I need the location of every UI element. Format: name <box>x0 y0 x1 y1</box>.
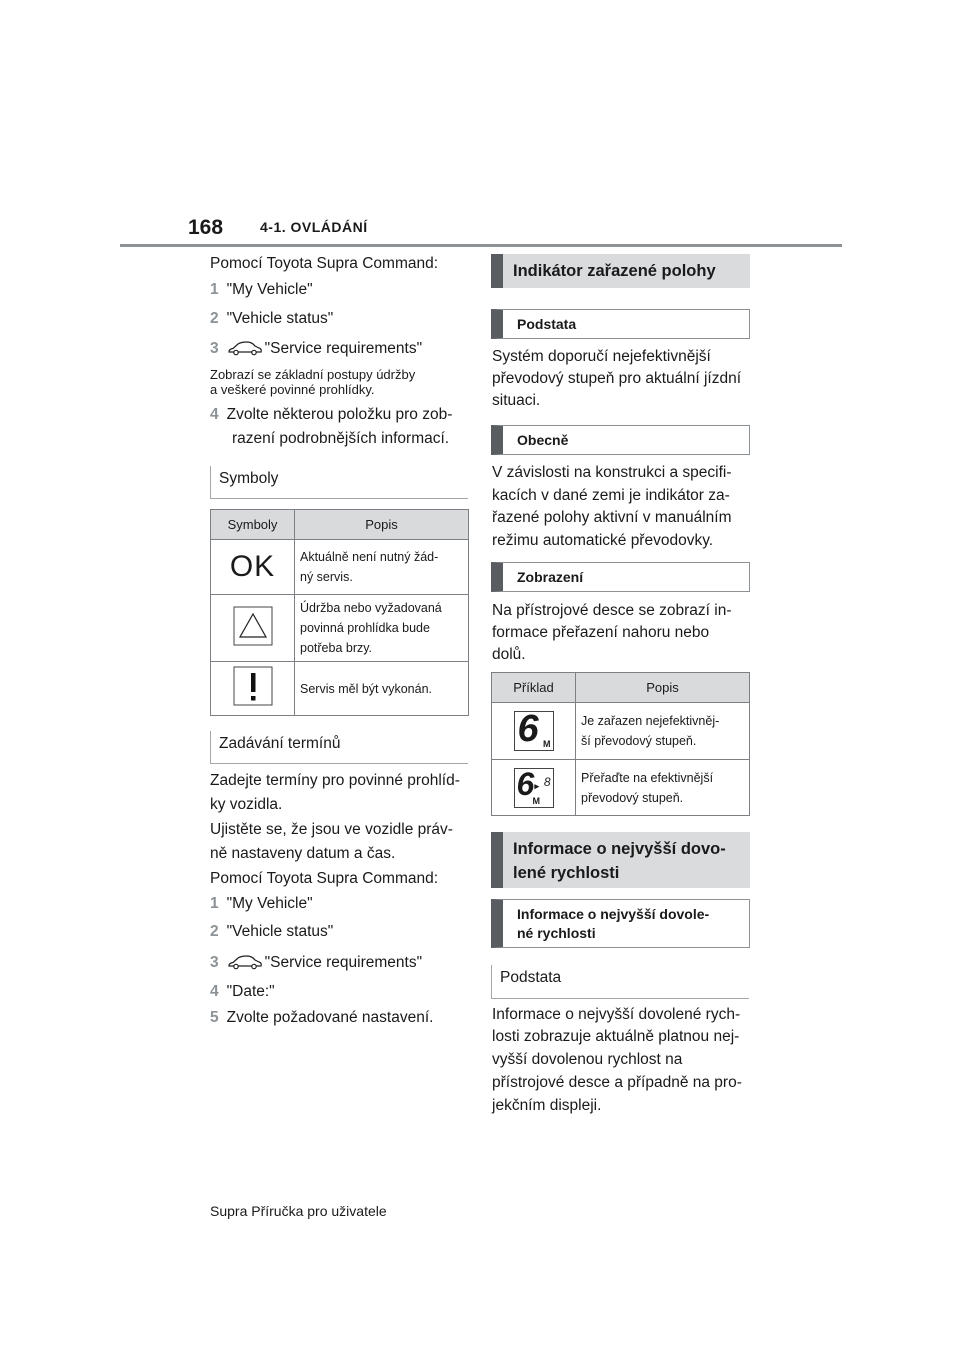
description-cell <box>295 595 469 662</box>
step-number: 3 <box>210 340 219 357</box>
principle-box: Podstata <box>491 309 750 339</box>
description-cell <box>295 662 469 716</box>
general-line-4: režimu automatické převodovky. <box>492 532 714 549</box>
footer-text: Supra Příručka pro uživatele <box>210 1203 387 1219</box>
car-icon <box>227 340 263 364</box>
step-b-3 <box>210 951 422 978</box>
description-line: Servis měl být vykonán. <box>300 681 432 696</box>
gear-digit: 6 <box>516 765 535 802</box>
dates-paragraph-1-line-2: ky vozidla. <box>210 796 283 813</box>
gear-display <box>514 708 554 751</box>
description-line: převodový stupeň. <box>581 790 684 805</box>
gear-indicator-heading: Indikátor zařazené polohy <box>491 254 750 288</box>
general-line-3: řazené polohy aktivní v manuálním <box>492 509 732 526</box>
step-a-2 <box>210 307 333 331</box>
upshift-arrow-icon: ▸ <box>534 780 540 791</box>
column-header: Symboly <box>211 510 295 540</box>
general-line-1: V závislosti na konstrukci a specifi- <box>492 464 732 481</box>
gear-mode: M <box>532 795 540 806</box>
table-row <box>211 595 469 662</box>
page-number: 168 <box>188 216 224 239</box>
step-a-3 <box>210 337 422 364</box>
dates-paragraph-1-line-1: Zadejte termíny pro povinné prohlíd- <box>210 772 460 789</box>
description-line: ný servis. <box>300 570 353 584</box>
general-box: Obecně <box>491 425 750 455</box>
step-number: 1 <box>210 281 219 298</box>
gear-display <box>514 765 554 808</box>
gear-6-manual-icon <box>492 703 576 760</box>
step-a-4 <box>210 403 452 427</box>
speed-line-5: jekčním displeji. <box>492 1097 602 1114</box>
principle-line-3: situaci. <box>492 392 541 409</box>
general-line-2: kacích v dané zemi je indikátor za- <box>492 487 730 504</box>
description-line: Údržba nebo vyžadovaná <box>300 601 442 615</box>
step-text: "Vehicle status" <box>226 923 334 940</box>
ok-icon-label: OK <box>229 550 276 583</box>
symbols-heading: Symboly <box>210 466 468 499</box>
warning-triangle-icon <box>211 595 295 662</box>
gear-table <box>491 672 750 816</box>
intro-text: Pomocí Toyota Supra Command: <box>210 255 439 272</box>
speed-heading-line-2: lené rychlosti <box>513 864 620 882</box>
column-header: Popis <box>295 510 469 540</box>
description-line: Přeřaďte na efektivnější <box>581 770 714 785</box>
principle-line-1: Systém doporučí nejefektivnější <box>492 348 711 365</box>
speed-line-1: Informace o nejvyšší dovolené rych- <box>492 1006 741 1023</box>
table-header-row <box>492 673 750 703</box>
step-number: 2 <box>210 923 219 940</box>
note-line-1: Zobrazí se základní postupy údržby <box>210 367 416 382</box>
step-text: Zvolte požadované nastavení. <box>226 1009 434 1026</box>
step-text: Zvolte některou položku pro zob- <box>226 406 453 423</box>
step-text: "My Vehicle" <box>226 895 313 912</box>
step-text: "My Vehicle" <box>226 281 313 298</box>
step-number: 4 <box>210 406 219 423</box>
step-text: "Date:" <box>226 983 275 1000</box>
speed-line-2: losti zobrazuje aktuálně platnou nej- <box>492 1028 740 1045</box>
description-line: ší převodový stupeň. <box>581 734 697 748</box>
description-cell <box>576 760 750 816</box>
step-text: "Service requirements" <box>264 954 423 971</box>
description-cell <box>576 703 750 760</box>
table-row <box>492 703 750 760</box>
step-number: 4 <box>210 983 219 1000</box>
gear-mode: M <box>543 739 551 749</box>
table-header-row <box>211 510 469 540</box>
gear-target: 8 <box>543 774 551 789</box>
step-a-1 <box>210 278 313 302</box>
step-number: 3 <box>210 954 219 971</box>
speed-heading-line-1: Informace o nejvyšší dovo- <box>513 840 726 858</box>
step-number: 5 <box>210 1009 219 1026</box>
note-line-2: a veškeré povinné prohlídky. <box>210 382 375 397</box>
gear-digit: 6 <box>517 708 539 750</box>
principle-line-2: převodový stupeň pro aktuální jízdní <box>492 370 742 387</box>
symbols-table <box>210 509 469 716</box>
description-line: povinná prohlídka bude <box>300 621 430 635</box>
speed-box-line-1: Informace o nejvyšší dovole- <box>517 906 710 922</box>
column-header: Popis <box>576 673 750 703</box>
speed-box-line-2: né rychlosti <box>517 925 596 941</box>
header-divider <box>120 244 842 247</box>
step-number: 1 <box>210 895 219 912</box>
dates-paragraph-2-line-1: Ujistěte se, že jsou ve vozidle práv- <box>210 821 453 838</box>
exclamation-icon <box>211 662 295 716</box>
description-line: Je zařazen nejefektivněj- <box>581 714 720 728</box>
step-b-1 <box>210 892 313 916</box>
speed-principle-heading: Podstata <box>491 965 749 999</box>
step-text: "Service requirements" <box>264 340 423 357</box>
table-row <box>492 760 750 816</box>
step-number: 2 <box>210 310 219 327</box>
step-text: "Vehicle status" <box>226 310 334 327</box>
car-icon <box>227 954 263 978</box>
step-b-2 <box>210 920 333 944</box>
display-line-2: formace přeřazení nahoru nebo <box>492 624 710 641</box>
section-title: 4-1. OVLÁDÁNÍ <box>260 219 368 235</box>
dates-paragraph-2-line-2: ně nastaveny datum a čas. <box>210 845 396 862</box>
table-row <box>211 662 469 716</box>
column-header: Příklad <box>492 673 576 703</box>
display-line-1: Na přístrojové desce se zobrazí in- <box>492 602 732 619</box>
description-line: Aktuálně není nutný žád- <box>300 550 439 564</box>
display-box: Zobrazení <box>491 562 750 592</box>
gear-6-upshift-8-icon <box>492 760 576 816</box>
ok-icon <box>211 540 295 595</box>
intro-text-2: Pomocí Toyota Supra Command: <box>210 870 439 887</box>
step-a-4-cont: razení podrobnějších informací. <box>232 430 450 447</box>
dates-heading: Zadávání termínů <box>210 731 468 764</box>
step-b-5 <box>210 1006 433 1030</box>
speed-line-4: přístrojové desce a případně na pro- <box>492 1074 742 1091</box>
description-line: potřeba brzy. <box>300 641 373 655</box>
table-row <box>211 540 469 595</box>
speed-line-3: vyšší dovolenou rychlost na <box>492 1051 683 1068</box>
speed-info-heading <box>491 832 750 888</box>
description-cell <box>295 540 469 595</box>
speed-info-box <box>491 899 750 948</box>
display-line-3: dolů. <box>492 646 526 663</box>
step-b-4 <box>210 980 275 1004</box>
